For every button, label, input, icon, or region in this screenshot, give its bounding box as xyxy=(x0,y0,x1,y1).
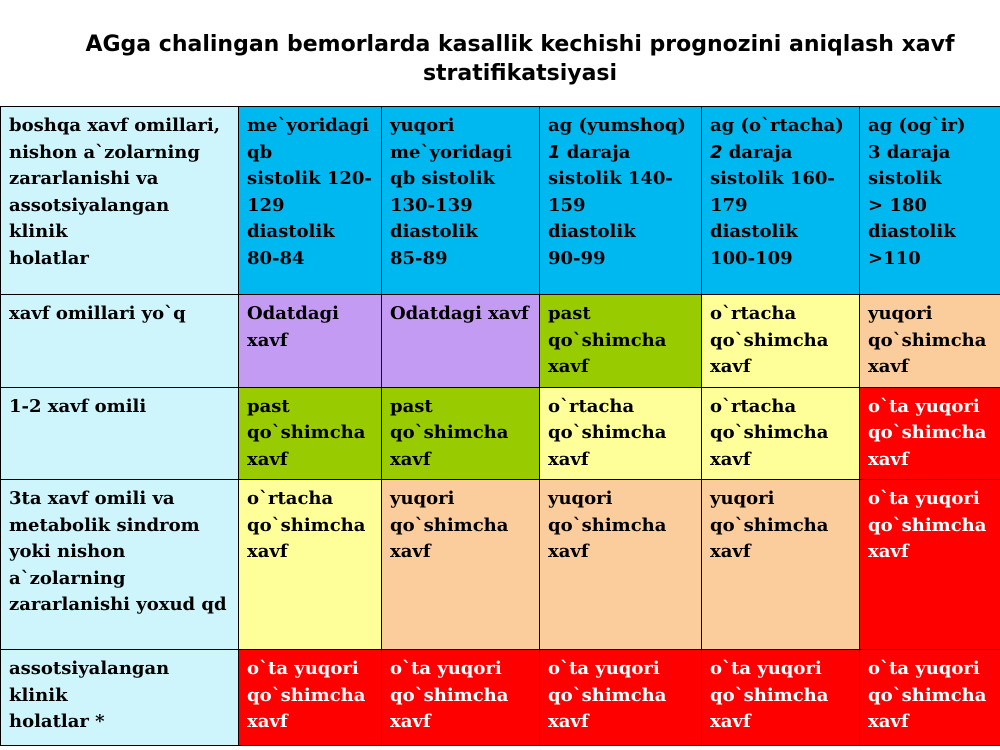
risk-cell: past qo`shimcha xavf xyxy=(239,387,382,480)
header-grade-2-number: 2 xyxy=(710,141,723,163)
row-label: 3ta xavf omili va metabolik sindrom yoki nishon a`zolarning zararlanishi yoxud qd xyxy=(1,480,239,650)
risk-cell: yuqori qo`shimcha xavf xyxy=(382,480,540,650)
risk-cell: o`ta yuqori qo`shimcha xavf xyxy=(860,650,1000,746)
risk-cell: o`ta yuqori qo`shimcha xavf xyxy=(382,650,540,746)
risk-cell: o`rtacha qo`shimcha xavf xyxy=(702,295,860,388)
risk-cell: yuqori qo`shimcha xavf xyxy=(702,480,860,650)
table-row xyxy=(1,480,1000,650)
header-grade-2-title: ag (o`rtacha) xyxy=(710,115,844,136)
header-grade-2 xyxy=(702,107,860,295)
header-grade-1-details: daraja sistolik 140- 159 diastolik 90-99 xyxy=(548,141,673,269)
risk-cell: yuqori qo`shimcha xavf xyxy=(540,480,702,650)
risk-cell: Odatdagi xavf xyxy=(239,295,382,388)
header-high-normal-bp: yuqori me`yoridagi qb sistolik 130-139 diastolik 85-89 xyxy=(382,107,540,295)
table-row xyxy=(1,295,1000,388)
risk-cell: past qo`shimcha xavf xyxy=(382,387,540,480)
row-label: xavf omillari yo`q xyxy=(1,295,239,388)
row-label: 1-2 xavf omili xyxy=(1,387,239,480)
risk-cell: o`ta yuqori qo`shimcha xavf xyxy=(540,650,702,746)
header-grade-1 xyxy=(540,107,702,295)
risk-cell: Odatdagi xavf xyxy=(382,295,540,388)
risk-cell: o`ta yuqori qo`shimcha xavf xyxy=(860,480,1000,650)
table-row xyxy=(1,387,1000,480)
row-label: assotsiyalangan klinik holatlar * xyxy=(1,650,239,746)
page-title: AGga chalingan bemorlarda kasallik kechishi prognozini aniqlash xavf stratifikatsiyasi xyxy=(85,32,955,86)
header-corner-cell: boshqa xavf omillari, nishon a`zolarning zararlanishi va assotsiyalangan klinik holatlar xyxy=(1,107,239,295)
header-normal-bp: me`yoridagi qb sistolik 120- 129 diastolik 80-84 xyxy=(239,107,382,295)
risk-cell: o`rtacha qo`shimcha xavf xyxy=(702,387,860,480)
risk-cell: past qo`shimcha xavf xyxy=(540,295,702,388)
risk-cell: o`ta yuqori qo`shimcha xavf xyxy=(239,650,382,746)
table-header-row xyxy=(1,107,1000,295)
header-grade-2-details: daraja sistolik 160- 179 diastolik 100-109 xyxy=(710,141,835,269)
risk-cell: yuqori qo`shimcha xavf xyxy=(860,295,1000,388)
risk-stratification-table xyxy=(0,106,1000,746)
risk-cell: o`rtacha qo`shimcha xavf xyxy=(239,480,382,650)
table-row xyxy=(1,650,1000,746)
risk-cell: o`ta yuqori qo`shimcha xavf xyxy=(702,650,860,746)
risk-cell: o`rtacha qo`shimcha xavf xyxy=(540,387,702,480)
header-grade-1-title: ag (yumshoq) xyxy=(548,115,686,136)
header-grade-3: ag (og`ir) 3 daraja sistolik > 180 diastolik >110 xyxy=(860,107,1000,295)
header-grade-1-number: 1 xyxy=(548,141,561,163)
risk-cell: o`ta yuqori qo`shimcha xavf xyxy=(860,387,1000,480)
